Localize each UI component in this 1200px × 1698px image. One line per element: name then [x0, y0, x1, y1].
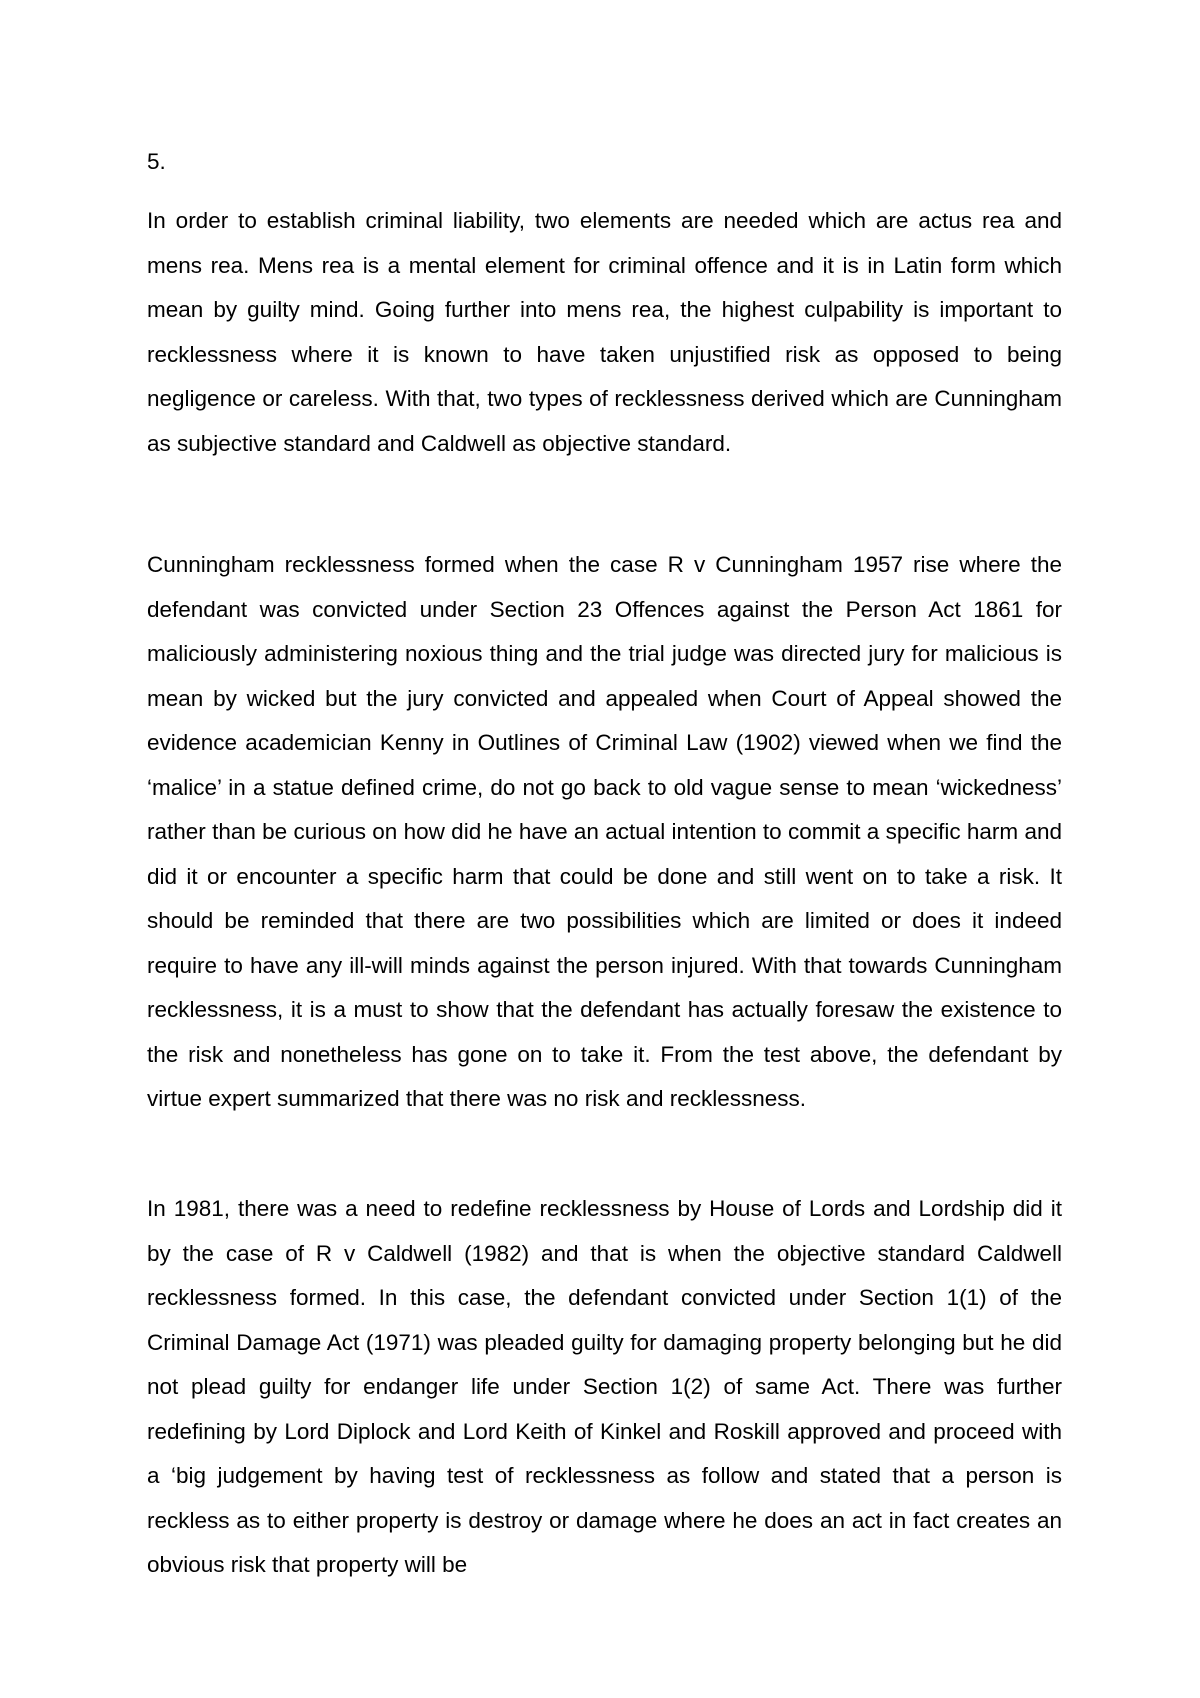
paragraph-cunningham: Cunningham recklessness formed when the case R v Cunningham 1957 rise where the defendant was convicted under Section 23 Offences against the Person Act 1861 for maliciously administering noxious thing and the trial judge was directed jury for malicious is mean by wicked but the jury convicted and appealed when Court of Appeal showed the evidence academician Kenny in Outlines of Criminal Law (1902) viewed when we find the ‘malice’ in a statue defined crime, do not go back to old vague sense to mean ‘wickedness’ rather than be curious on how did he have an actual intention to commit a specific harm and did it or encounter a specific harm that could be done and still went on to take a risk. It should be reminded that there are two possibilities which are limited or does it indeed require to have any ill-will minds against the person injured. With that towards Cunningham recklessness, it is a must to show that the defendant has actually foresaw the existence to the risk and nonetheless has gone on to take it. From the test above, the defendant by virtue expert summarized that there was no risk and recklessness.	[147, 552, 1062, 1111]
paragraph-caldwell: In 1981, there was a need to redefine recklessness by House of Lords and Lordship did it by the case of R v Caldwell (1982) and that is when the objective standard Caldwell recklessness formed. In this case, the defendant convicted under Section 1(1) of the Criminal Damage Act (1971) was pleaded guilty for damaging property belonging but he did not plead guilty for endanger life under Section 1(2) of same Act. There was further redefining by Lord Diplock and Lord Keith of Kinkel and Roskill approved and proceed with a ‘big judgement by having test of recklessness as follow and stated that a person is reckless as to either property is destroy or damage where he does an act in fact creates an obvious risk that property will be	[147, 1196, 1062, 1577]
section-number-heading: 5.	[147, 149, 166, 174]
paragraph-intro: In order to establish criminal liability, two elements are needed which are actus rea and mens rea. Mens rea is a mental element for criminal offence and it is in Latin form which mean by guilty mind. Going further into mens rea, the highest culpability is important to recklessness where it is known to have taken unjustified risk as opposed to being negligence or careless. With that, two types of recklessness derived which are Cunningham as subjective standard and Caldwell as objective standard.	[147, 208, 1062, 456]
